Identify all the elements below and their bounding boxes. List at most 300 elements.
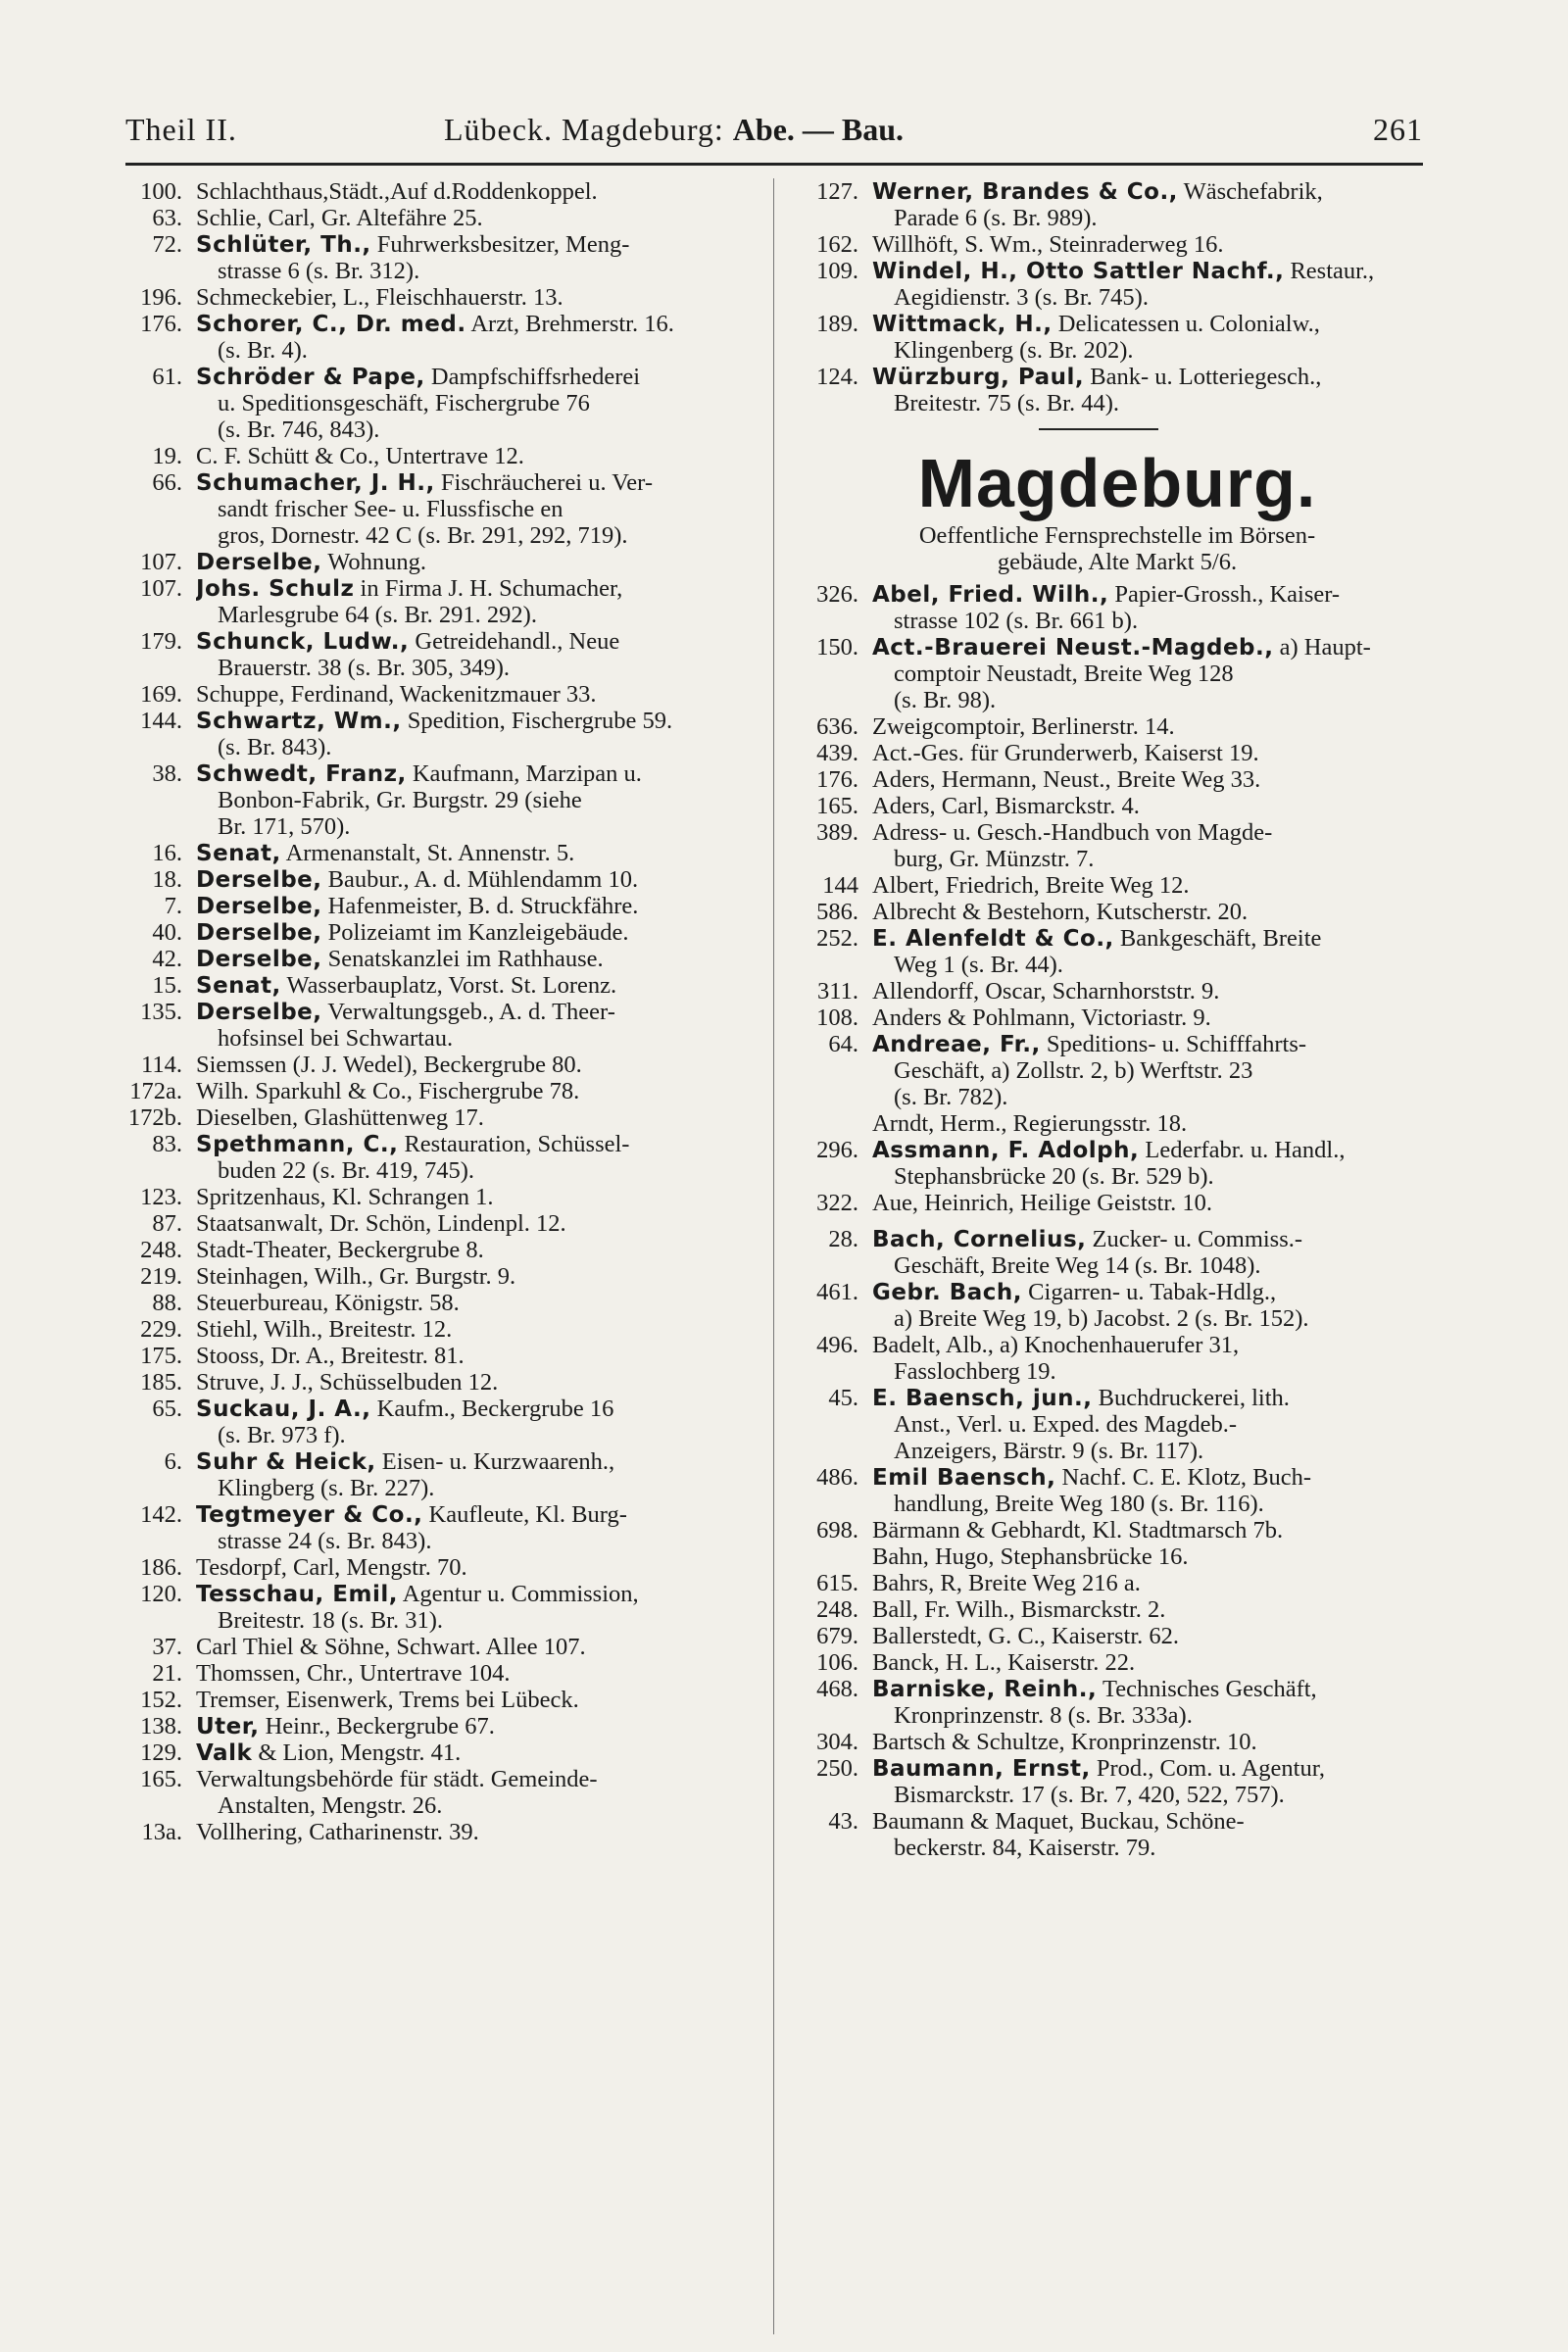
entry-text: Spritzenhaus, Kl. Schrangen 1. [196,1184,494,1210]
entry-name: Derselbe, [196,1000,322,1025]
directory-entry [118,1634,769,1660]
entry-name: Uter, [196,1714,260,1740]
entry-line [872,1110,1441,1137]
entry-text: Albert, Friedrich, Breite Weg 12. [872,872,1190,899]
entry-line [196,1581,769,1607]
entry-line [872,364,1441,390]
directory-entry [118,575,769,628]
entry-text: Anstalten, Mengstr. 26. [218,1792,443,1819]
entry-line [196,1448,769,1475]
entry-text: Weg 1 (s. Br. 44). [894,952,1063,978]
entry-line [196,205,769,231]
entry-continuation-line [872,1782,1441,1808]
entry-name: Act.-Brauerei Neust.-Magdeb., [872,635,1274,661]
entry-name: Tesschau, Emil, [196,1582,398,1607]
entry-text: Arzt, Brehmerstr. 16. [466,311,674,337]
entry-name: Schunck, Ludw., [196,629,410,655]
directory-entry [118,1131,769,1184]
directory-entry [118,972,769,999]
entry-text: Banck, H. L., Kaiserstr. 22. [872,1649,1136,1676]
entry-line [196,1396,769,1422]
entry-line [872,258,1441,284]
entry-line [196,972,769,999]
entry-text: Delicatessen u. Colonialw., [1052,311,1320,337]
entry-line [196,681,769,708]
entry-continuation-line [872,846,1441,872]
entry-name: Emil Baensch, [872,1465,1056,1491]
telephone-number: 43. [828,1808,858,1835]
telephone-number: 61. [152,364,182,390]
entry-line [872,634,1441,661]
entry-text: Bonbon-Fabrik, Gr. Burgstr. 29 (siehe [218,787,582,813]
directory-entry [118,1104,769,1131]
telephone-number: 100. [140,178,182,205]
entry-line [872,1808,1441,1835]
entry-text: Polizeiamt im Kanzleigebäude. [321,919,629,946]
telephone-number: 123. [140,1184,182,1210]
entry-text: Ball, Fr. Wilh., Bismarckstr. 2. [872,1596,1166,1623]
entry-line [872,1649,1441,1676]
telephone-number [794,1544,858,1570]
entry-line [196,1052,769,1078]
telephone-number: 250. [816,1755,858,1782]
entry-text: Stiehl, Wilh., Breitestr. 12. [196,1316,453,1343]
entry-line [872,978,1441,1004]
entry-text: Stephansbrücke 20 (s. Br. 529 b). [894,1163,1214,1190]
directory-entry [118,205,769,231]
directory-entry [118,1052,769,1078]
entry-text: gros, Dornestr. 42 C (s. Br. 291, 292, 719). [218,522,628,549]
telephone-number: 107. [140,575,182,602]
telephone-number: 219. [140,1263,182,1290]
entry-name: Schumacher, J. H., [196,470,435,496]
directory-entry [118,1766,769,1819]
entry-line [872,1570,1441,1596]
entry-line [196,1660,769,1687]
telephone-number: 698. [816,1517,858,1544]
entry-line [872,1385,1441,1411]
entry-name: Tegtmeyer & Co., [196,1502,423,1528]
entry-text: Vollhering, Catharinenstr. 39. [196,1819,479,1845]
entry-text: Allendorff, Oscar, Scharnhorststr. 9. [872,978,1220,1004]
directory-entry [794,1544,1441,1570]
telephone-number: 486. [816,1464,858,1491]
entry-line [872,1623,1441,1649]
telephone-number: 124. [816,364,858,390]
entry-name: Schwartz, Wm., [196,709,402,734]
entry-line [872,1190,1441,1216]
entry-line [872,819,1441,846]
directory-entry [794,925,1441,978]
entry-continuation-line [196,1792,769,1819]
entry-line [196,1554,769,1581]
entry-name: Derselbe, [196,920,322,946]
entry-text: Steinhagen, Wilh., Gr. Burgstr. 9. [196,1263,516,1290]
directory-entry [118,1448,769,1501]
directory-entry [794,364,1441,416]
telephone-number: 15. [152,972,182,999]
entry-text: Schmeckebier, L., Fleischhauerstr. 13. [196,284,564,311]
entry-text: Schlie, Carl, Gr. Altefähre 25. [196,205,483,231]
directory-entry [118,1687,769,1713]
luebeck-continuation [794,178,1441,416]
directory-entry [794,231,1441,258]
entry-name: Derselbe, [196,947,322,972]
entry-continuation-line [872,1252,1441,1279]
directory-entry [794,258,1441,311]
entry-line [196,919,769,946]
directory-entry [118,760,769,840]
directory-entry [118,364,769,443]
directory-entry [118,866,769,893]
entry-line [872,1544,1441,1570]
entry-name: Schlüter, Th., [196,232,371,258]
entry-name: Derselbe, [196,894,322,919]
entry-name: Schorer, C., Dr. med. [196,312,466,337]
entry-continuation-line [196,787,769,813]
entry-text: Heinr., Beckergrube 67. [259,1713,495,1740]
entry-name: Schröder & Pape, [196,365,425,390]
entry-text: Aders, Hermann, Neust., Breite Weg 33. [872,766,1261,793]
telephone-number: 13a. [141,1819,182,1845]
telephone-number: 189. [816,311,858,337]
entry-line [196,1131,769,1157]
telephone-number: 252. [816,925,858,952]
telephone-number: 162. [816,231,858,258]
entry-name: Würzburg, Paul, [872,365,1085,390]
telephone-number: 185. [140,1369,182,1396]
section-rule [1039,428,1158,430]
telephone-number: 468. [816,1676,858,1702]
entry-name: Derselbe, [196,867,322,893]
section-title: Magdeburg. [917,445,1317,521]
entry-continuation-line [196,416,769,443]
entry-text: hofsinsel bei Schwartau. [218,1025,454,1052]
entry-text: Marlesgrube 64 (s. Br. 291. 292). [218,602,537,628]
part-label: Theil II. [125,112,237,147]
entry-line [196,443,769,469]
entry-text: Nachf. C. E. Klotz, Buch- [1055,1464,1312,1491]
entry-continuation-line [872,661,1441,687]
telephone-number: 63. [152,205,182,231]
entry-text: Wasserbauplatz, Vorst. St. Lorenz. [280,972,617,999]
directory-entry [794,1808,1441,1861]
entry-text: Bismarckstr. 17 (s. Br. 7, 420, 522, 757). [894,1782,1285,1808]
entry-line [196,1687,769,1713]
entry-text: Tremser, Eisenwerk, Trems bei Lübeck. [196,1687,579,1713]
entry-line [196,1713,769,1740]
entry-continuation-line [196,655,769,681]
entry-continuation-line [196,1475,769,1501]
directory-entry [794,581,1441,634]
telephone-number: 108. [816,1004,858,1031]
entry-text: comptoir Neustadt, Breite Weg 128 [894,661,1234,687]
telephone-number: 138. [140,1713,182,1740]
directory-entry [794,1676,1441,1729]
entry-text: Restauration, Schüssel- [398,1131,630,1157]
entry-line [872,740,1441,766]
entry-text: a) Breite Weg 19, b) Jacobst. 2 (s. Br. 152). [894,1305,1309,1332]
directory-entry [794,1729,1441,1755]
entry-text: Breitestr. 18 (s. Br. 31). [218,1607,444,1634]
entry-line [872,1464,1441,1491]
entry-text: Breitestr. 75 (s. Br. 44). [894,390,1120,416]
telephone-number: 176. [816,766,858,793]
entry-name: Suhr & Heick, [196,1449,376,1475]
directory-entry [794,766,1441,793]
directory-entry [118,840,769,866]
entry-text: (s. Br. 973 f). [218,1422,346,1448]
entry-text: Senatskanzlei im Rathhause. [321,946,604,972]
entry-line [872,1226,1441,1252]
entry-text: Schlachthaus,Städt.,Auf d.Roddenkoppel. [196,178,598,205]
entry-line [872,1279,1441,1305]
directory-entry [794,634,1441,713]
entry-line [196,575,769,602]
entry-name: E. Baensch, jun., [872,1386,1093,1411]
entry-text: Verwaltungsbehörde für städt. Gemeinde- [196,1766,598,1792]
entry-continuation-line [196,1025,769,1052]
telephone-number: 326. [816,581,858,608]
telephone-number: 248. [816,1596,858,1623]
entry-text: (s. Br. 782). [894,1084,1008,1110]
entry-text: Geschäft, Breite Weg 14 (s. Br. 1048). [894,1252,1261,1279]
entry-line [872,1332,1441,1358]
directory-entry [118,1713,769,1740]
running-title-cities: Lübeck. Magdeburg: [444,112,724,147]
entry-line [196,1290,769,1316]
column-divider [773,178,774,2334]
entry-line [196,231,769,258]
directory-entry [118,1290,769,1316]
entry-text: Restaur., [1284,258,1375,284]
entry-text: Armenanstalt, St. Annenstr. 5. [280,840,575,866]
directory-entry [118,311,769,364]
telephone-number: 16. [152,840,182,866]
telephone-number: 152. [140,1687,182,1713]
entry-line [196,311,769,337]
telephone-number: 21. [152,1660,182,1687]
entry-text: & Lion, Mengstr. 41. [252,1740,462,1766]
entry-text: Steuerbureau, Königstr. 58. [196,1290,460,1316]
entry-text: Lederfabr. u. Handl., [1139,1137,1346,1163]
telephone-number: 304. [816,1729,858,1755]
entry-text: Fischräucherei u. Ver- [434,469,653,496]
entry-text: Thomssen, Chr., Untertrave 104. [196,1660,511,1687]
directory-entry [118,1740,769,1766]
entry-line [872,1517,1441,1544]
entry-line [872,872,1441,899]
page-header [125,106,1423,157]
telephone-number: 87. [152,1210,182,1237]
entry-line [196,1210,769,1237]
entry-name: Derselbe, [196,550,322,575]
telephone-number: 165. [140,1766,182,1792]
entry-continuation-line [196,1607,769,1634]
entry-text: Willhöft, S. Wm., Steinraderweg 16. [872,231,1224,258]
telephone-number: 196. [140,284,182,311]
entry-continuation-line [196,496,769,522]
entry-text: Ballerstedt, G. C., Kaiserstr. 62. [872,1623,1180,1649]
entry-text: Bank- u. Lotteriegesch., [1084,364,1322,390]
entry-text: Bahrs, R, Breite Weg 216 a. [872,1570,1141,1596]
entry-line [196,708,769,734]
entry-text: Wäschefabrik, [1177,178,1323,205]
entry-text: Buchdruckerei, lith. [1092,1385,1290,1411]
telephone-number: 150. [816,634,858,661]
telephone-number: 109. [816,258,858,284]
entry-text: strasse 6 (s. Br. 312). [218,258,420,284]
telephone-number: 72. [152,231,182,258]
telephone-number: 127. [816,178,858,205]
entry-text: Klingenberg (s. Br. 202). [894,337,1134,364]
entry-text: Bartsch & Schultze, Kronprinzenstr. 10. [872,1729,1257,1755]
entry-text: Fuhrwerksbesitzer, Meng- [370,231,630,258]
entry-line [196,1343,769,1369]
directory-entry [794,1623,1441,1649]
entry-name: Gebr. Bach, [872,1280,1023,1305]
directory-entry [118,1660,769,1687]
directory-entry [794,1464,1441,1517]
entry-text: Albrecht & Bestehorn, Kutscherstr. 20. [872,899,1249,925]
entry-line [872,1755,1441,1782]
entry-name: Andreae, Fr., [872,1032,1041,1057]
telephone-number: 175. [140,1343,182,1369]
entry-text: C. F. Schütt & Co., Untertrave 12. [196,443,524,469]
entry-line [196,1078,769,1104]
entry-name: Senat, [196,841,281,866]
telephone-number: 165. [816,793,858,819]
telephone-number: 172a. [129,1078,182,1104]
directory-entry [794,1385,1441,1464]
entry-line [872,1729,1441,1755]
entry-line [872,1596,1441,1623]
entry-text: (s. Br. 4). [218,337,308,364]
telephone-number: 106. [816,1649,858,1676]
entry-line [872,793,1441,819]
directory-entry [794,872,1441,899]
entry-text: Aue, Heinrich, Heilige Geiststr. 10. [872,1190,1213,1216]
entry-line [872,925,1441,952]
entry-continuation-line [872,1057,1441,1084]
telephone-number: 461. [816,1279,858,1305]
directory-entry [794,1110,1441,1137]
entry-name: Suckau, J. A., [196,1396,371,1422]
entry-text: sandt frischer See- u. Flussfische en [218,496,564,522]
entry-continuation-line [872,952,1441,978]
directory-entry [118,1369,769,1396]
entry-name: Johs. Schulz [196,576,355,602]
entry-name: Spethmann, C., [196,1132,399,1157]
telephone-number: 586. [816,899,858,925]
entry-text: Act.-Ges. für Grunderwerb, Kaiserst 19. [872,740,1259,766]
entry-line [196,946,769,972]
telephone-number: 107. [140,549,182,575]
telephone-number: 615. [816,1570,858,1596]
entry-line [872,1137,1441,1163]
entry-line [196,549,769,575]
directory-entry [794,311,1441,364]
directory-entry [118,681,769,708]
directory-entry [118,1501,769,1554]
telephone-number: 40. [152,919,182,946]
entry-text: Baumann & Maquet, Buckau, Schöne- [872,1808,1245,1835]
entry-line [196,1501,769,1528]
entry-line [196,1634,769,1660]
telephone-number: 6. [164,1448,182,1475]
telephone-number: 18. [152,866,182,893]
entry-continuation-line [872,1411,1441,1438]
entry-text: beckerstr. 84, Kaiserstr. 79. [894,1835,1156,1861]
directory-entry [118,946,769,972]
entry-text: a) Haupt- [1273,634,1371,661]
entry-continuation-line [872,1491,1441,1517]
section-subtitle-line-1: Oeffentliche Fernsprechstelle im Börsen- [918,522,1316,549]
telephone-number: 88. [152,1290,182,1316]
directory-entry [794,819,1441,872]
running-title [444,112,904,148]
entry-text: Speditions- u. Schifffahrts- [1040,1031,1307,1057]
telephone-number: 176. [140,311,182,337]
telephone-number: 65. [152,1396,182,1422]
entry-line [196,1237,769,1263]
telephone-number: 45. [828,1385,858,1411]
entry-text: Kaufmann, Marzipan u. [406,760,642,787]
entry-line [196,178,769,205]
entry-text: Br. 171, 570). [218,813,351,840]
entry-name: Bach, Cornelius, [872,1227,1087,1252]
entry-name: Baumann, Ernst, [872,1756,1091,1782]
telephone-number: 129. [140,1740,182,1766]
entry-text: Aders, Carl, Bismarckstr. 4. [872,793,1140,819]
entry-text: Anders & Pohlmann, Victoriastr. 9. [872,1004,1211,1031]
entry-text: Dampfschiffsrhederei [424,364,641,390]
left-column [118,178,769,1845]
header-rule [125,163,1423,166]
directory-entry [794,1279,1441,1332]
entry-continuation-line [196,390,769,416]
entry-line [872,178,1441,205]
directory-entry [794,1031,1441,1110]
entry-line [196,999,769,1025]
entry-continuation-line [872,1702,1441,1729]
entry-text: Badelt, Alb., a) Knochenhauerufer 31, [872,1332,1240,1358]
entry-line [196,1316,769,1343]
directory-entry [118,1396,769,1448]
entry-line [196,469,769,496]
entry-line [196,1184,769,1210]
page-number: 261 [1373,112,1423,147]
entry-text: Zweigcomptoir, Berlinerstr. 14. [872,713,1175,740]
entry-continuation-line [196,1157,769,1184]
entry-text: Anst., Verl. u. Exped. des Magdeb.- [894,1411,1237,1438]
entry-name: Windel, H., Otto Sattler Nachf., [872,259,1285,284]
entry-text: u. Speditionsgeschäft, Fischergrube 76 [218,390,590,416]
entry-continuation-line [872,1305,1441,1332]
telephone-number: 679. [816,1623,858,1649]
entry-line [872,1031,1441,1057]
entry-continuation-line [872,390,1441,416]
telephone-number: 172b. [127,1104,182,1131]
entry-continuation-line [196,1422,769,1448]
telephone-number: 42. [152,946,182,972]
entry-continuation-line [872,1084,1441,1110]
telephone-number: 169. [140,681,182,708]
telephone-number: 64. [828,1031,858,1057]
entry-text: Agentur u. Commission, [397,1581,639,1607]
entry-text: Adress- u. Gesch.-Handbuch von Magde- [872,819,1273,846]
directory-entry [118,443,769,469]
